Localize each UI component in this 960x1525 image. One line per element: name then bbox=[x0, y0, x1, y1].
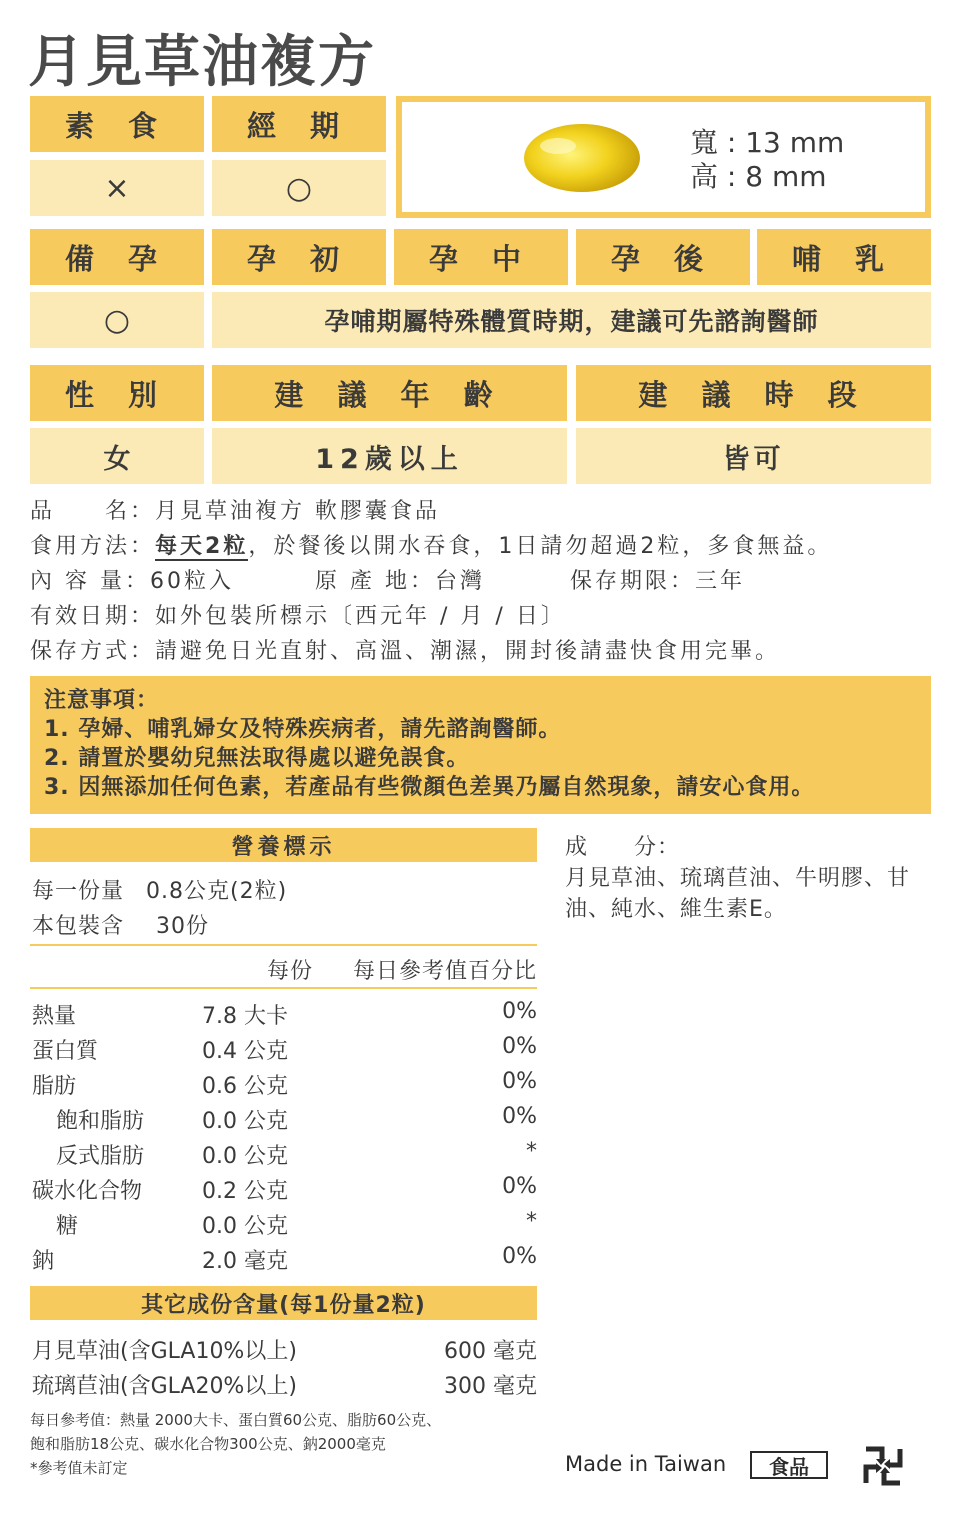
preg-header-late: 孕 後 bbox=[576, 229, 750, 285]
nutrient-dv: 0% bbox=[502, 1104, 537, 1129]
col-daily-value: 每日參考值百分比 bbox=[352, 959, 537, 984]
info-origin-label: 原 產 地： bbox=[315, 569, 435, 594]
preg-header-nursing: 哺 乳 bbox=[757, 229, 931, 285]
nutrient-value: 0.0 公克 bbox=[202, 1109, 288, 1134]
nutrient-dv: * bbox=[526, 1139, 537, 1164]
info-usage-rest: ，於餐後以開水吞食，1日請勿超過2粒，多食無益。 bbox=[248, 534, 833, 559]
serving-size-label: 每一份量 bbox=[32, 879, 125, 904]
info-usage-label: 食用方法： bbox=[30, 534, 156, 559]
nutrient-value: 0.0 公克 bbox=[202, 1214, 288, 1239]
notice-item: 3. 因無添加任何色素，若產品有些微顏色差異乃屬自然現象，請安心食用。 bbox=[44, 775, 815, 800]
nutrient-value: 7.8 大卡 bbox=[202, 1004, 288, 1029]
capsule-height: 高 : 8 mm bbox=[690, 160, 827, 193]
diet-value-period: ○ bbox=[212, 160, 386, 216]
divider bbox=[30, 944, 537, 946]
diet-header-vegetarian: 素 食 bbox=[30, 96, 204, 152]
nutrient-name: 碳水化合物 bbox=[32, 1179, 143, 1204]
nutrient-dv: 0% bbox=[502, 1174, 537, 1199]
nutrient-dv: 0% bbox=[502, 1244, 537, 1269]
info-name bbox=[30, 494, 440, 525]
divider bbox=[30, 987, 537, 989]
notice-item: 2. 請置於嬰幼兒無法取得處以避免誤食。 bbox=[44, 746, 470, 771]
other-row bbox=[32, 1369, 537, 1404]
diet-header-period: 經 期 bbox=[212, 96, 386, 152]
nutrient-value: 2.0 毫克 bbox=[202, 1249, 288, 1274]
nutrition-row bbox=[32, 1104, 537, 1139]
info-storage bbox=[30, 634, 780, 665]
info-shelf-value: 三年 bbox=[695, 569, 746, 594]
info-usage bbox=[30, 529, 832, 560]
capsule-image bbox=[520, 118, 644, 198]
footnote: 每日參考值：熱量 2000大卡、蛋白質60公克、脂肪60公克、 bbox=[30, 1411, 442, 1429]
info-shelf bbox=[570, 564, 745, 595]
nutrient-value: 0.4 公克 bbox=[202, 1039, 288, 1064]
nutrient-name: 鈉 bbox=[32, 1249, 55, 1274]
food-label: 食品 bbox=[750, 1451, 828, 1479]
info-storage-value: 請避免日光直射、高溫、潮濕，開封後請盡快食用完畢。 bbox=[155, 639, 781, 664]
preg-value-prepare: ○ bbox=[30, 292, 204, 348]
nutrient-name: 蛋白質 bbox=[32, 1039, 99, 1064]
preg-header-early: 孕 初 bbox=[212, 229, 386, 285]
serving-size-value: 0.8公克(2粒) bbox=[146, 879, 288, 904]
preg-header-prepare: 備 孕 bbox=[30, 229, 204, 285]
info-expiry-label: 有效日期： bbox=[30, 604, 156, 629]
info-expiry bbox=[30, 599, 566, 630]
nutrition-row bbox=[32, 1244, 537, 1279]
aud-value-time: 皆可 bbox=[576, 428, 931, 484]
diet-value-vegetarian: × bbox=[30, 160, 204, 216]
capsule-size-box bbox=[396, 96, 931, 218]
nutrition-row bbox=[32, 1139, 537, 1174]
nutrient-dv: * bbox=[526, 1209, 537, 1234]
info-usage-emph: 每天2粒 bbox=[155, 534, 249, 559]
other-content-title: 其它成份含量(每1份量2粒) bbox=[30, 1286, 537, 1320]
other-value: 300 毫克 bbox=[444, 1374, 537, 1399]
nutrition-row bbox=[32, 1209, 537, 1244]
page-title: 月見草油複方 bbox=[28, 30, 376, 95]
aud-header-gender: 性 別 bbox=[30, 365, 204, 421]
notice-title: 注意事項： bbox=[44, 688, 160, 713]
info-name-label: 品 名： bbox=[30, 499, 156, 524]
footnote: 飽和脂肪18公克、碳水化合物300公克、鈉2000毫克 bbox=[30, 1435, 386, 1453]
info-name-value: 月見草油複方 軟膠囊食品 bbox=[155, 499, 441, 524]
nutrient-dv: 0% bbox=[502, 999, 537, 1024]
recycle-icon bbox=[862, 1445, 904, 1487]
aud-value-gender: 女 bbox=[30, 428, 204, 484]
other-name: 月見草油(含GLA10%以上) bbox=[32, 1339, 297, 1364]
servings-value: 30份 bbox=[156, 914, 210, 939]
nutrition-row bbox=[32, 1174, 537, 1209]
info-origin bbox=[315, 564, 485, 595]
nutrition-title: 營養標示 bbox=[30, 828, 537, 862]
col-per-serving: 每份 bbox=[267, 959, 314, 984]
preg-note: 孕哺期屬特殊體質時期，建議可先諮詢醫師 bbox=[212, 292, 931, 348]
other-row bbox=[32, 1334, 537, 1369]
servings-per-pack bbox=[32, 909, 209, 940]
servings-label: 本包裝含 bbox=[32, 914, 125, 939]
nutrition-row bbox=[32, 999, 537, 1034]
nutrient-name: 糖 bbox=[56, 1214, 79, 1239]
nutrition-row bbox=[32, 1034, 537, 1069]
ingredients-text: 月見草油、琉璃苣油、牛明膠、甘油、純水、維生素E。 bbox=[565, 866, 911, 922]
info-expiry-value: 如外包裝所標示〔西元年 / 月 / 日〕 bbox=[155, 604, 566, 629]
other-value: 600 毫克 bbox=[444, 1339, 537, 1364]
info-content-label: 內 容 量： bbox=[30, 569, 150, 594]
other-name: 琉璃苣油(含GLA20%以上) bbox=[32, 1374, 297, 1399]
aud-value-age: 12歲以上 bbox=[212, 428, 567, 484]
info-content-value: 60粒入 bbox=[150, 569, 234, 594]
nutrient-value: 0.6 公克 bbox=[202, 1074, 288, 1099]
nutrient-dv: 0% bbox=[502, 1069, 537, 1094]
nutrient-name: 飽和脂肪 bbox=[56, 1109, 145, 1134]
ingredients-label: 成 分： bbox=[565, 835, 681, 860]
aud-header-age: 建 議 年 齡 bbox=[212, 365, 567, 421]
nutrient-value: 0.0 公克 bbox=[202, 1144, 288, 1169]
info-storage-label: 保存方式： bbox=[30, 639, 156, 664]
ingredients bbox=[565, 832, 933, 925]
capsule-width: 寬 : 13 mm bbox=[690, 126, 845, 159]
made-in-label: Made in Taiwan bbox=[565, 1452, 727, 1476]
aud-header-time: 建 議 時 段 bbox=[576, 365, 931, 421]
nutrient-name: 熱量 bbox=[32, 1004, 77, 1029]
info-shelf-label: 保存期限： bbox=[570, 569, 696, 594]
info-content bbox=[30, 564, 234, 595]
nutrient-dv: 0% bbox=[502, 1034, 537, 1059]
nutrition-row bbox=[32, 1069, 537, 1104]
notice-box bbox=[30, 676, 931, 814]
nutrient-name: 反式脂肪 bbox=[56, 1144, 145, 1169]
serving-size bbox=[32, 874, 287, 905]
nutrient-name: 脂肪 bbox=[32, 1074, 77, 1099]
nutrient-value: 0.2 公克 bbox=[202, 1179, 288, 1204]
footnote: *參考值未訂定 bbox=[30, 1459, 128, 1477]
notice-item: 1. 孕婦、哺乳婦女及特殊疾病者，請先諮詢醫師。 bbox=[44, 717, 562, 742]
info-origin-value: 台灣 bbox=[435, 569, 486, 594]
preg-header-mid: 孕 中 bbox=[394, 229, 568, 285]
